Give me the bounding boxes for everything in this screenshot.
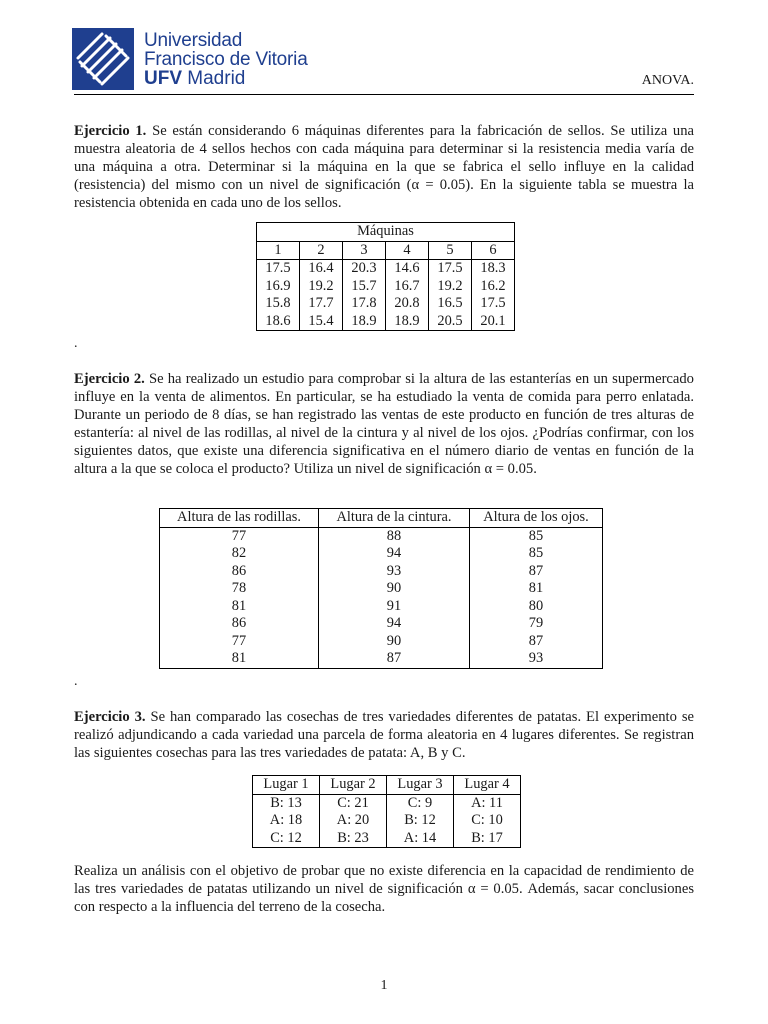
- table-row: [257, 260, 515, 278]
- table-cell: A: 18: [253, 812, 320, 830]
- table-cell: 17.5: [257, 260, 300, 278]
- table-cell: 17.5: [429, 260, 472, 278]
- table-row: [160, 527, 603, 545]
- exercise-2: [74, 370, 694, 478]
- table-cell: 87: [470, 633, 603, 651]
- table-header-cell: Lugar 3: [387, 776, 454, 795]
- table-cell: 14.6: [386, 260, 429, 278]
- table-header-cell: Lugar 4: [454, 776, 521, 795]
- table-header-cell: 1: [257, 241, 300, 260]
- table-cell: 88: [319, 527, 470, 545]
- table-row: [160, 563, 603, 581]
- table-cell: 80: [470, 598, 603, 616]
- table-cell: 17.8: [343, 295, 386, 313]
- table-cell: 90: [319, 633, 470, 651]
- table-cell: 17.7: [300, 295, 343, 313]
- exercise-3-title: Ejercicio 3.: [74, 709, 146, 725]
- table-row: [257, 278, 515, 296]
- table-cell: 15.4: [300, 313, 343, 331]
- table-header-cell: 5: [429, 241, 472, 260]
- table-cell: 18.6: [257, 313, 300, 331]
- table-cell: 82: [160, 545, 319, 563]
- exercise-1-text: Se están considerando 6 máquinas diferentes para la fabricación de sellos. Se utiliza una muestra aleatoria de 4 sellos hechos con cada máquina para determinar si la resistencia media varía de una máquina a otra. Determinar si la máquina en la que se fabrica el sello influye en la calidad (resistencia) del mismo con un nivel de significación (α = 0.05). En la siguiente tabla se muestra la resistencia obtenida en cada uno de los sellos.: [74, 123, 694, 211]
- table-cell: 15.7: [343, 278, 386, 296]
- exercise-2-text: Se ha realizado un estudio para comprobar si la altura de las estanterías en un supermercado influye en la venta de alimentos. En particular, se ha estudiado la venta de comida para perro enlatada. Durante un periodo de 8 días, se han registrado las ventas de este producto en función de tres alturas de estantería: al nivel de las rodillas, al nivel de la cintura y al nivel de los ojos. ¿Podrías confirmar, con los siguientes datos, que existe una diferencia significativa en el número diario de ventas en función de la altura a la que se coloca el producto? Utiliza un nivel de significación α = 0.05.: [74, 371, 694, 477]
- table-row: [253, 794, 521, 812]
- table-cell: 85: [470, 527, 603, 545]
- table-header-cell: 2: [300, 241, 343, 260]
- table-cell: 86: [160, 615, 319, 633]
- table-cell: 91: [319, 598, 470, 616]
- table-row: [253, 812, 521, 830]
- table-row: [257, 295, 515, 313]
- table-cell: 94: [319, 545, 470, 563]
- table-cell: 20.8: [386, 295, 429, 313]
- logo-line-1: Universidad: [144, 29, 243, 51]
- table-header-cell: 4: [386, 241, 429, 260]
- table-cell: 20.3: [343, 260, 386, 278]
- table-cell: B: 13: [253, 794, 320, 812]
- table-cell: 20.5: [429, 313, 472, 331]
- table-cell: 15.8: [257, 295, 300, 313]
- table-cell: 19.2: [300, 278, 343, 296]
- table-cell: 18.9: [343, 313, 386, 331]
- table-cell: A: 20: [320, 812, 387, 830]
- table-cell: 87: [319, 650, 470, 668]
- table-cell: 93: [470, 650, 603, 668]
- table-row: [253, 830, 521, 848]
- university-logo: [72, 28, 308, 90]
- table-shelf-heights: [159, 508, 603, 669]
- separator-dot: .: [74, 674, 78, 689]
- table-cell: 87: [470, 563, 603, 581]
- table-cell: A: 11: [454, 794, 521, 812]
- table-cell: C: 10: [454, 812, 521, 830]
- table-cell: 81: [160, 598, 319, 616]
- table-cell: 81: [470, 580, 603, 598]
- table-cell: 90: [319, 580, 470, 598]
- table-cell: C: 12: [253, 830, 320, 848]
- table-cell: 16.7: [386, 278, 429, 296]
- logo-line-2: Francisco de Vitoria: [144, 48, 308, 70]
- exercise-1-title: Ejercicio 1.: [74, 123, 147, 139]
- logo-line-3: [144, 69, 308, 88]
- table-cell: 93: [319, 563, 470, 581]
- table-row: [160, 545, 603, 563]
- table-cell: 18.9: [386, 313, 429, 331]
- table-cell: 86: [160, 563, 319, 581]
- table-cell: A: 14: [387, 830, 454, 848]
- exercise-1: [74, 122, 694, 212]
- logo-ufv: UFV: [144, 67, 182, 89]
- table-cell: 85: [470, 545, 603, 563]
- exercise-3-closing: Realiza un análisis con el objetivo de probar que no existe diferencia en la capacidad de rendimiento de las tres variedades de patatas utilizando un nivel de significación α = 0.05. Además, sacar conclusiones con respecto a la influencia del terreno de la cosecha.: [74, 863, 694, 915]
- document-tag: ANOVA.: [641, 73, 694, 88]
- table-header-cell: Altura de las rodillas.: [160, 509, 319, 528]
- table-machines: [256, 222, 515, 331]
- table-cell: 16.9: [257, 278, 300, 296]
- table-header-cell: Lugar 1: [253, 776, 320, 795]
- page-number: 1: [380, 978, 388, 993]
- logo-emblem-icon: [72, 28, 134, 90]
- exercise-3: [74, 708, 694, 762]
- table-cell: 77: [160, 527, 319, 545]
- table-potato-harvest: [252, 775, 521, 848]
- exercise-2-title: Ejercicio 2.: [74, 371, 145, 387]
- table-cell: 16.5: [429, 295, 472, 313]
- table-cell: 81: [160, 650, 319, 668]
- table-header-cell: 6: [472, 241, 515, 260]
- table-cell: B: 17: [454, 830, 521, 848]
- table-header-cell: Lugar 2: [320, 776, 387, 795]
- table-header-cell: 3: [343, 241, 386, 260]
- table-header-cell: Altura de los ojos.: [470, 509, 603, 528]
- table-cell: 94: [319, 615, 470, 633]
- table-cell: 78: [160, 580, 319, 598]
- table-row: [160, 598, 603, 616]
- table-row: [160, 615, 603, 633]
- table-cell: 20.1: [472, 313, 515, 331]
- table-row: [160, 650, 603, 668]
- table-machines-title: Máquinas: [257, 223, 515, 242]
- table-cell: 79: [470, 615, 603, 633]
- logo-madrid: Madrid: [182, 67, 246, 89]
- table-cell: 19.2: [429, 278, 472, 296]
- exercise-3-text: Se han comparado las cosechas de tres variedades diferentes de patatas. El experimento se realizó adjundicando a cada variedad una parcela de forma aleatoria en 4 lugares diferentes. Se registran las siguientes cosechas para las tres variedades de patata: A, B y C.: [74, 709, 694, 761]
- table-cell: 18.3: [472, 260, 515, 278]
- table-cell: 17.5: [472, 295, 515, 313]
- table-row: [257, 313, 515, 331]
- table-header-cell: Altura de la cintura.: [319, 509, 470, 528]
- table-cell: C: 21: [320, 794, 387, 812]
- table-cell: 77: [160, 633, 319, 651]
- table-row: [160, 633, 603, 651]
- table-cell: 16.4: [300, 260, 343, 278]
- table-cell: 16.2: [472, 278, 515, 296]
- table-row: [160, 580, 603, 598]
- table-cell: B: 23: [320, 830, 387, 848]
- table-cell: C: 9: [387, 794, 454, 812]
- logo-wordmark: [144, 31, 308, 88]
- separator-dot: .: [74, 336, 78, 351]
- table-cell: B: 12: [387, 812, 454, 830]
- header-rule: [74, 94, 694, 95]
